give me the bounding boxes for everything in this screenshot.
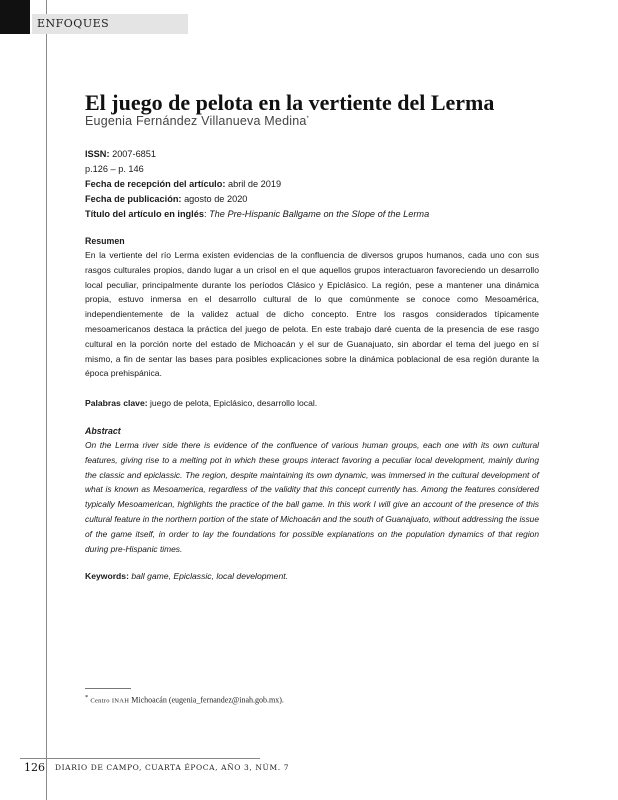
published-line xyxy=(85,192,429,207)
keywords-line xyxy=(85,569,539,584)
footnote-centro: Centro xyxy=(90,697,110,705)
resumen-section xyxy=(85,234,539,381)
issn-line xyxy=(85,147,429,162)
issn-label: ISSN: xyxy=(85,149,110,159)
resumen-heading: Resumen xyxy=(85,236,125,246)
footer-rule xyxy=(20,758,260,759)
issn-value: 2007-6851 xyxy=(112,149,157,159)
keywords-label: Keywords: xyxy=(85,571,129,581)
page-number: 126 xyxy=(24,761,45,774)
footnote xyxy=(85,694,284,705)
corner-block xyxy=(0,0,30,34)
received-label: Fecha de recepción del artículo: xyxy=(85,179,226,189)
english-title-value: The Pre-Hispanic Ballgame on the Slope of the Lerma xyxy=(209,209,430,219)
palabras-label: Palabras clave: xyxy=(85,398,148,408)
abstract-text: On the Lerma river side there is evidence of the confluence of various human groups, each one with its own cultural features, giving rise to a melting pot in which these groups interact favoring a peculiar local development, mainly during the classic and epiclassic. The region, despite maintaining its own dynamic, was immersed in the cultural development of what is known as Mesoamerica, regardless of the validity that this concept currently has. Among the features considered typically Mesoamerican, highlights the practice of the ball game. In this work I will give an account of the presence of this cultural feature in the northern portion of the state of Michoacán and the south of Guanajuato, without addressing the issue of the game itself, in order to lay the foundations for possible explanations on the population dynamics of that region during pre-Hispanic times. xyxy=(85,440,539,554)
palabras-clave xyxy=(85,396,539,411)
margin-rule xyxy=(46,0,47,800)
footnote-text: Michoacán (eugenia_fernandez@inah.gob.mx). xyxy=(131,695,284,705)
received-value: abril de 2019 xyxy=(227,179,282,189)
abstract-section xyxy=(85,424,539,556)
pages-line: p.126 – p. 146 xyxy=(85,164,144,174)
section-label: ENFOQUES xyxy=(37,17,110,30)
author-line xyxy=(85,114,309,128)
footnote-mark: * xyxy=(85,694,89,701)
footnote-rule xyxy=(85,688,131,689)
published-value: agosto de 2020 xyxy=(184,194,248,204)
palabras-text: juego de pelota, Epiclásico, desarrollo local. xyxy=(149,398,318,408)
english-title-label: Título del artículo en inglés xyxy=(85,209,204,219)
received-line xyxy=(85,177,429,192)
article-title: El juego de pelota en la vertiente del Lerma xyxy=(85,90,495,115)
keywords-text: ball game, Epiclassic, local development. xyxy=(131,571,289,581)
section-tab xyxy=(32,14,188,34)
published-label: Fecha de publicación: xyxy=(85,194,182,204)
abstract-heading: Abstract xyxy=(85,426,121,436)
author-name: Eugenia Fernández Villanueva Medina xyxy=(85,114,307,128)
english-title-line: Título del artículo en inglés: The Pre-Hispanic Ballgame on the Slope of the Lerma xyxy=(85,209,430,219)
resumen-text: En la vertiente del río Lerma existen evidencias de la confluencia de diversos grupos humanos, cada uno con sus rasgos culturales propios, dando lugar a un crisol en el que aquellos grupos interactuaron favoreciendo un desarrollo local peculiar, principalmente durante los períodos Clásico y Epiclásico. La región, pese a mantener una dinámica propia, estuvo inmersa en el desarrollo cultural de lo que comúnmente se conoce como Mesoamérica, independientemente de la validez actual de dicho concepto. Entre los rasgos considerados típicamente mesoamericanos destaca la práctica del juego de pelota. En este trabajo daré cuenta de la presencia de ese rasgo cultural en la porción norte del estado de Michoacán y el sur de Guanajuato, sin abordar el tema del juego en sí mismo, a fin de sentar las bases para posibles explicaciones sobre la dinámica poblacional de esa región durante la época prehispánica. xyxy=(85,250,539,379)
article-metadata xyxy=(85,147,429,222)
author-footnote-mark: * xyxy=(306,115,310,122)
footnote-inah: INAH xyxy=(111,697,130,705)
running-footer: DIARIO DE CAMPO, CUARTA ÉPOCA, AÑO 3, NÚM. 7 xyxy=(55,763,290,772)
